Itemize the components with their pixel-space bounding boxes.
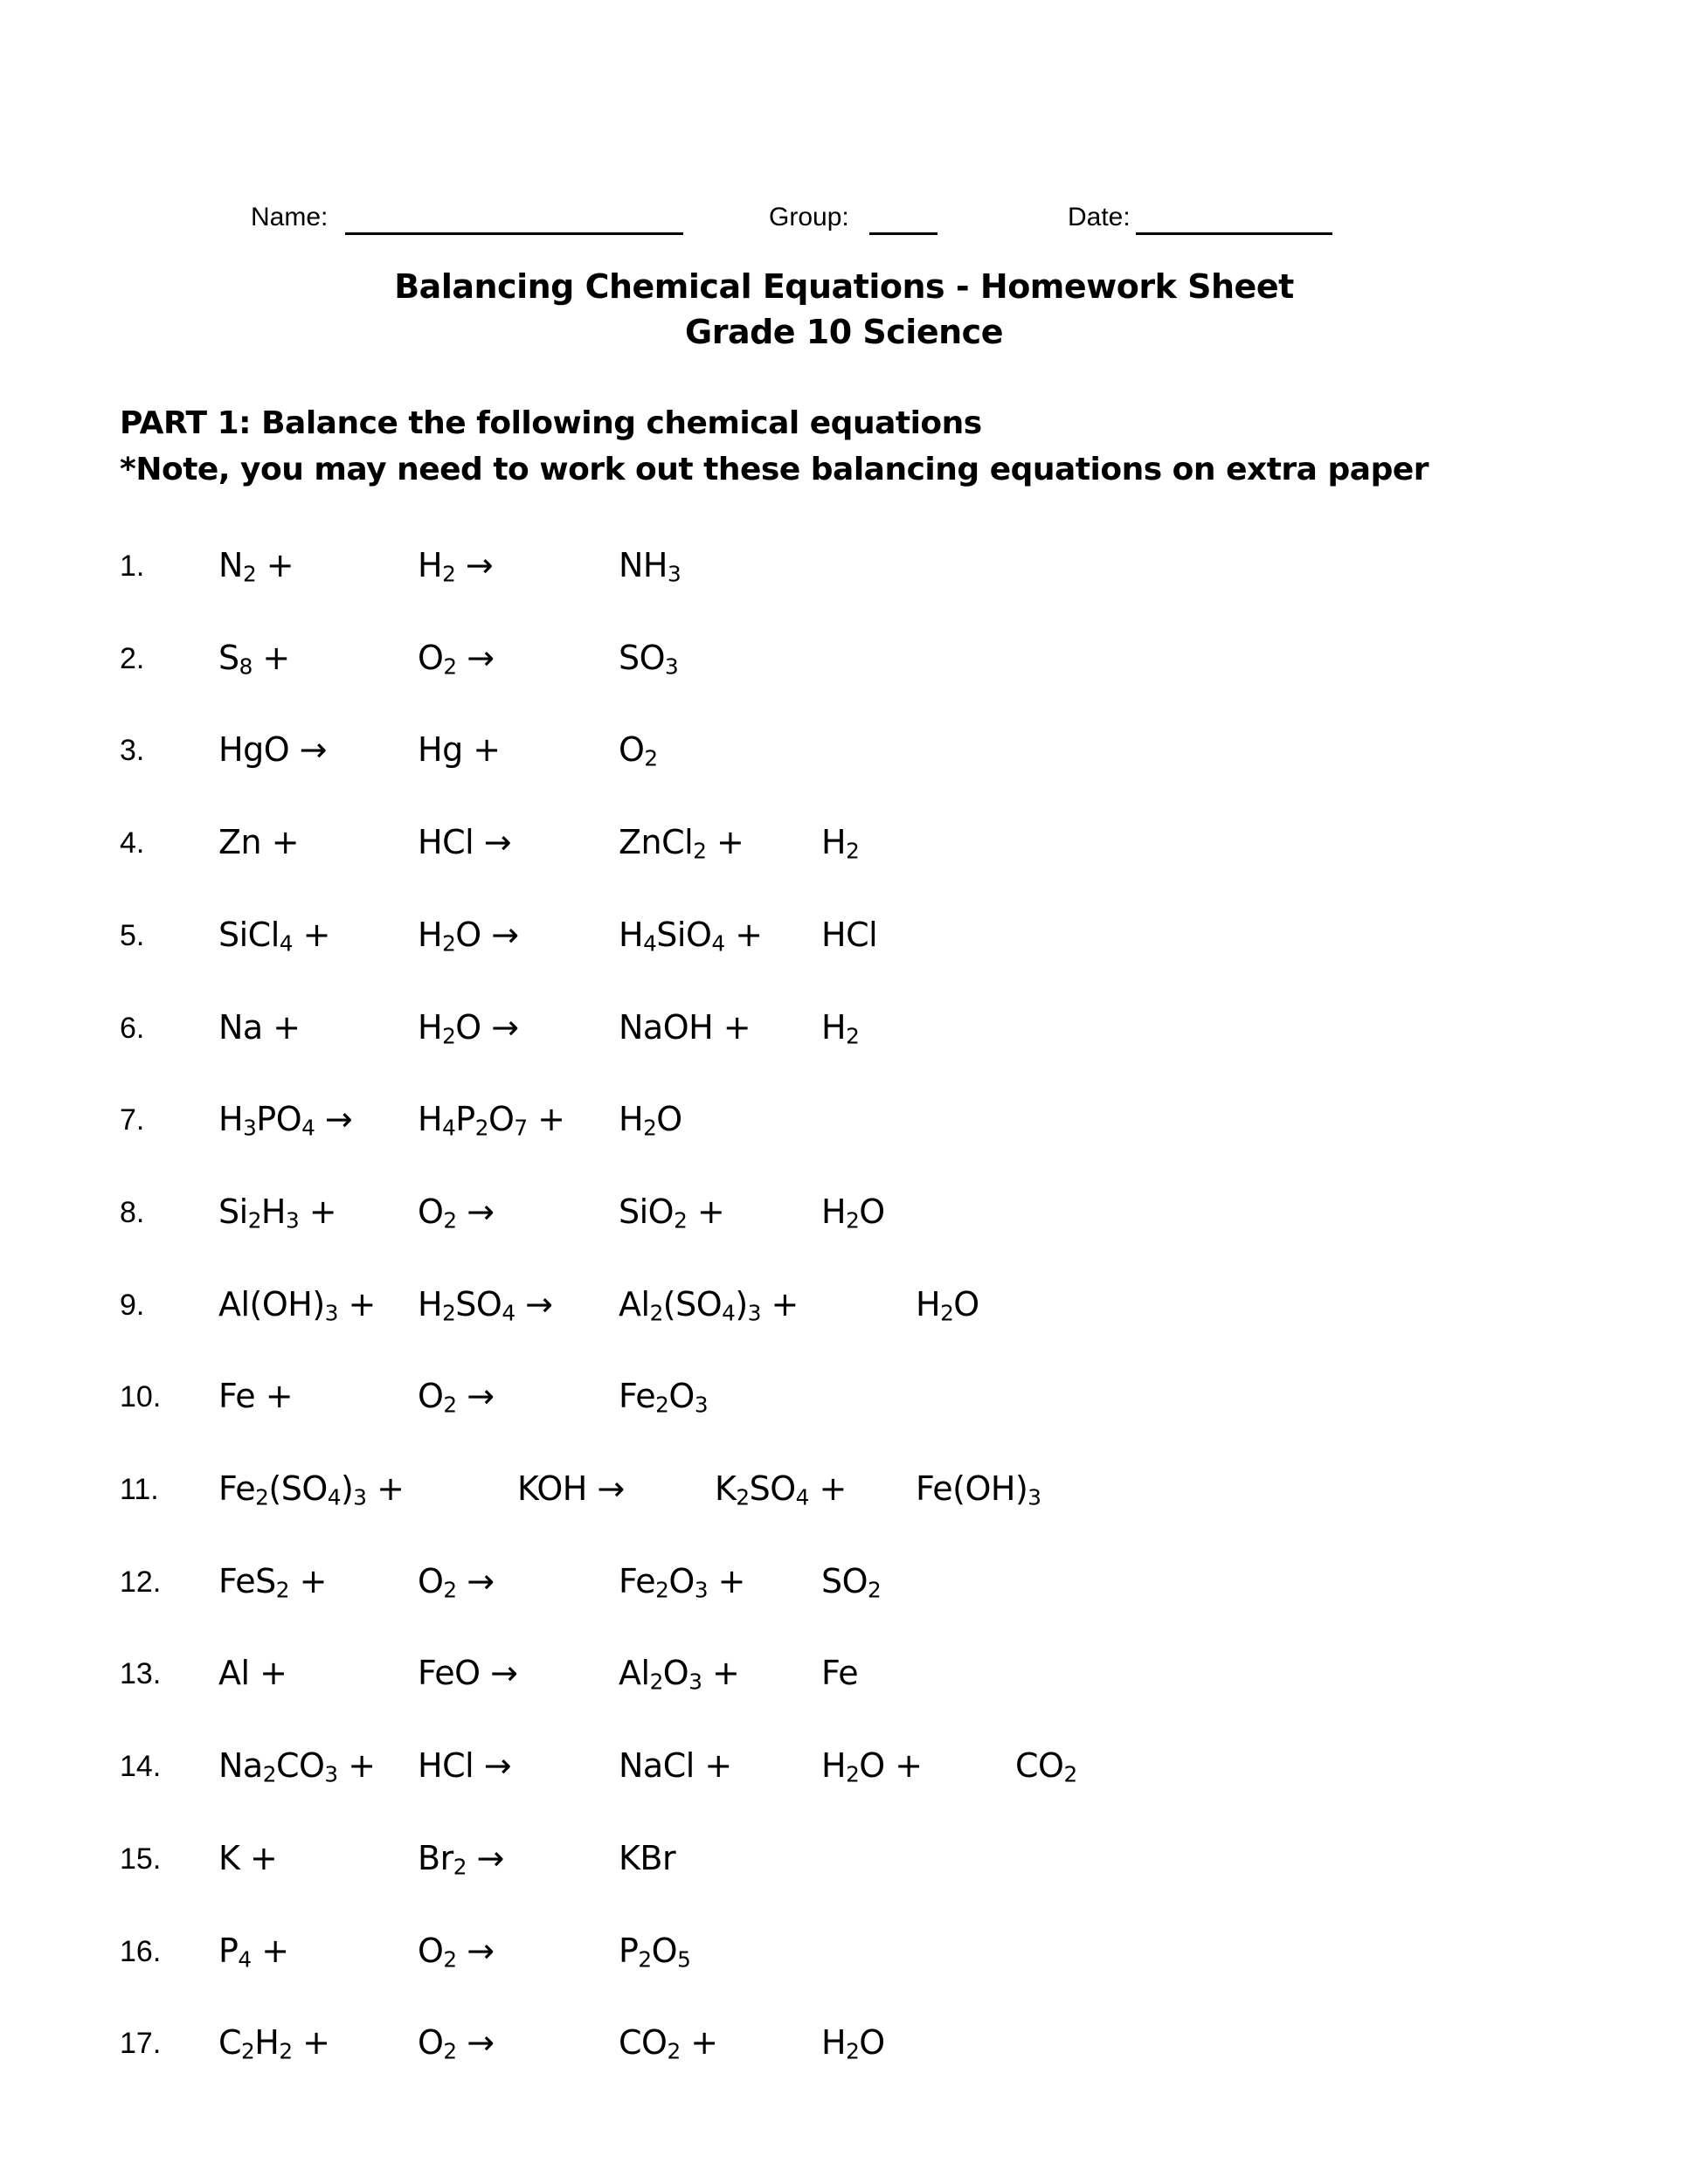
formula-term: $H_4SiO_4$ + [619, 915, 763, 957]
equation-row-1 [0, 546, 1688, 598]
equation-row-5 [0, 916, 1688, 968]
name-blank-line [345, 232, 683, 235]
equation-number: 12. [120, 1565, 162, 1599]
formula-term: $H_2O$ → [418, 1007, 519, 1048]
formula-term: $CO_2$ + [619, 2023, 718, 2064]
equation-row-17 [0, 2023, 1688, 2076]
formula-term: $H_2$ [821, 1007, 860, 1048]
formula-term: Al + [218, 1654, 287, 1693]
formula-term: $O_2$ → [418, 638, 495, 680]
formula-term: FeS$_2$ + [218, 1561, 327, 1603]
equation-number: 13. [120, 1657, 162, 1691]
formula-term: HgO → [218, 730, 328, 770]
date-blank-line [1136, 232, 1332, 235]
formula-term: $H_2O$ → [418, 915, 519, 957]
formula-term: KBr [619, 1838, 676, 1877]
equation-number: 8. [120, 1195, 145, 1229]
formula-term: $O_2$ → [418, 1931, 495, 1972]
formula-term: $H_2O$ [916, 1284, 979, 1326]
equation-number: 4. [120, 826, 145, 860]
formula-term: $P_2O_5$ [619, 1931, 691, 1972]
formula-term: $H_3PO_4$ → [218, 1100, 353, 1141]
page-subtitle: Grade 10 Science [685, 313, 1003, 351]
formula-term: $Fe_2(SO_4)_3$ + [218, 1469, 405, 1510]
equation-number: 7. [120, 1103, 145, 1137]
group-blank-line [869, 232, 937, 235]
equation-row-7 [0, 1100, 1688, 1152]
equation-number: 11. [120, 1473, 159, 1506]
group-label: Group: [769, 203, 849, 232]
equation-row-14 [0, 1746, 1688, 1799]
equation-number: 17. [120, 2027, 162, 2061]
equation-row-11 [0, 1469, 1688, 1522]
formula-term: $CO_2$ [1015, 1746, 1077, 1787]
formula-term: $O_2$ [619, 730, 658, 771]
page-title: Balancing Chemical Equations - Homework Sheet [394, 267, 1294, 306]
formula-term: Fe [821, 1654, 859, 1693]
formula-term: $O_2$ → [418, 1377, 495, 1418]
formula-term: K + [218, 1838, 278, 1877]
equation-row-13 [0, 1654, 1688, 1706]
formula-term: HCl → [418, 823, 512, 862]
equation-row-3 [0, 730, 1688, 783]
equation-row-15 [0, 1839, 1688, 1891]
formula-term: ZnCl$_2$ + [619, 823, 744, 864]
formula-term: KOH → [517, 1469, 625, 1508]
formula-term: $Al_2(SO_4)_3$ + [619, 1284, 799, 1326]
formula-term: NaOH + [619, 1007, 751, 1047]
formula-term: $Fe(OH)_3$ [916, 1469, 1041, 1510]
formula-term: SiO$_2$ + [619, 1192, 725, 1234]
equation-number: 16. [120, 1934, 162, 1968]
equation-row-16 [0, 1932, 1688, 1984]
formula-term: $H_2O$ [619, 1100, 682, 1141]
formula-term: $NH_3$ [619, 546, 681, 587]
equation-number: 10. [120, 1380, 162, 1414]
equation-row-4 [0, 823, 1688, 875]
formula-term: $O_2$ → [418, 1192, 495, 1234]
formula-term: Na + [218, 1007, 301, 1047]
formula-term: $H_2$ [821, 823, 860, 864]
formula-term: SiCl$_4$ + [218, 915, 330, 957]
formula-term: Hg + [418, 730, 501, 770]
formula-term: HCl → [418, 1746, 512, 1786]
formula-term: HCl [821, 915, 878, 954]
equation-row-2 [0, 639, 1688, 691]
formula-term: Fe + [218, 1377, 294, 1416]
formula-term: NaCl + [619, 1746, 732, 1786]
formula-term: $S_8$ + [218, 638, 290, 680]
formula-term: $Fe_2O_3$ + [619, 1561, 745, 1603]
formula-term: $H_2SO_4$ → [418, 1284, 553, 1326]
formula-term: $SO_2$ [821, 1561, 882, 1603]
formula-term: $O_2$ → [418, 1561, 495, 1603]
formula-term: $H_2$ → [418, 546, 494, 587]
equation-number: 15. [120, 1842, 162, 1876]
formula-term: $Fe_2O_3$ [619, 1377, 709, 1418]
formula-term: $SO_3$ [619, 638, 679, 680]
equation-number: 3. [120, 734, 145, 768]
formula-term: $C_2H_2$ + [218, 2023, 330, 2064]
equation-number: 14. [120, 1750, 162, 1784]
equation-row-12 [0, 1562, 1688, 1614]
equation-row-10 [0, 1377, 1688, 1429]
formula-term: $Al_2O_3$ + [619, 1654, 740, 1695]
formula-term: $P_4$ + [218, 1931, 289, 1972]
formula-term: $O_2$ → [418, 2023, 495, 2064]
formula-term: $Na_2CO_3$ + [218, 1746, 376, 1787]
formula-term: $K_2SO_4$ + [715, 1469, 847, 1510]
equation-row-9 [0, 1285, 1688, 1337]
formula-term: Zn + [218, 823, 300, 862]
date-label: Date: [1068, 203, 1131, 232]
equation-number: 1. [120, 549, 145, 583]
equation-number: 5. [120, 918, 145, 952]
equation-number: 2. [120, 641, 145, 675]
formula-term: $H_2O$ + [821, 1746, 923, 1787]
equation-number: 6. [120, 1011, 145, 1045]
name-label: Name: [251, 203, 329, 232]
equation-row-6 [0, 1008, 1688, 1061]
formula-term: $Al(OH)_3$ + [218, 1284, 376, 1326]
part1-note: *Note, you may need to work out these balancing equations on extra paper [120, 452, 1429, 487]
formula-term: $Si_2H_3$ + [218, 1192, 337, 1234]
formula-term: $Br_2$ → [418, 1838, 504, 1880]
formula-term: $H_2O$ [821, 2023, 885, 2064]
part1-heading: PART 1: Balance the following chemical equations [120, 405, 982, 441]
formula-term: $N_2$ + [218, 546, 294, 587]
equation-number: 9. [120, 1288, 145, 1322]
formula-term: $H_2O$ [821, 1192, 885, 1234]
equation-row-8 [0, 1192, 1688, 1245]
formula-term: FeO → [418, 1654, 518, 1693]
formula-term: $H_4P_2O_7$ + [418, 1100, 565, 1141]
